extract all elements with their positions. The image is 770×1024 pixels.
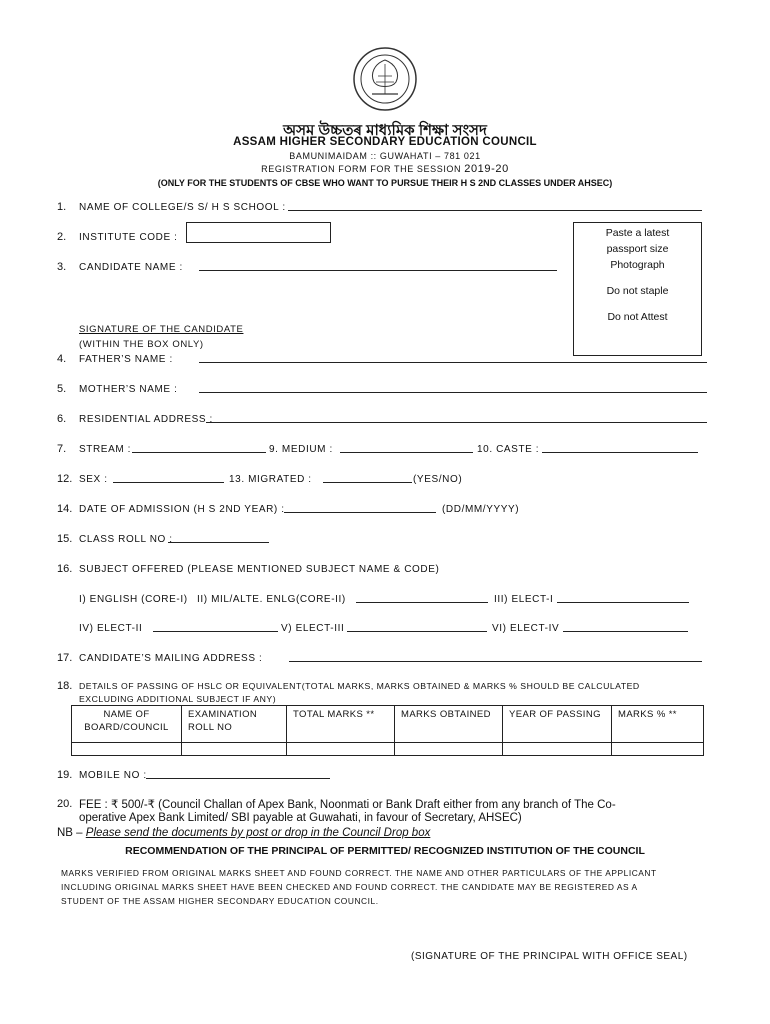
form-title bbox=[0, 163, 770, 175]
photo-box-line-3: Photograph bbox=[610, 259, 665, 271]
subject-elect-4-input[interactable] bbox=[563, 622, 688, 632]
field-14-number: 14. bbox=[57, 503, 73, 515]
council-name: ASSAM HIGHER SECONDARY EDUCATION COUNCIL bbox=[233, 136, 537, 148]
migrated-input[interactable] bbox=[323, 473, 412, 483]
principal-signature-label: (SIGNATURE OF THE PRINCIPAL WITH OFFICE SEAL) bbox=[411, 951, 688, 962]
nb-label: NB – bbox=[57, 827, 83, 839]
col-header-percent: MARKS % ** bbox=[612, 706, 704, 743]
subject-elect-3-label: V) ELECT-III bbox=[281, 623, 345, 634]
subject-mil-label: II) MIL/ALTE. ENLG(CORE-II) bbox=[197, 594, 346, 605]
cell-year[interactable] bbox=[503, 743, 612, 756]
candidate-name-label: CANDIDATE NAME : bbox=[79, 262, 183, 273]
fee-text-2: operative Apex Bank Limited/ SBI payable at Guwahati, in favour of Secretary, AHSEC) bbox=[79, 812, 522, 824]
caste-input[interactable] bbox=[542, 443, 698, 453]
subject-elect-2-input[interactable] bbox=[153, 622, 278, 632]
cell-total-marks[interactable] bbox=[287, 743, 395, 756]
subject-elect-3-input[interactable] bbox=[347, 622, 487, 632]
sex-label: SEX : bbox=[79, 474, 108, 485]
hslc-details-label-2: EXCLUDING ADDITIONAL SUBJECT IF ANY) bbox=[79, 694, 277, 704]
date-format-hint: (DD/MM/YYYY) bbox=[442, 504, 520, 515]
photo-box-line-5: Do not Attest bbox=[607, 311, 668, 323]
subject-elect-2-label: IV) ELECT-II bbox=[79, 623, 143, 634]
field-1-number: 1. bbox=[57, 201, 67, 213]
signature-note: (WITHIN THE BOX ONLY) bbox=[79, 339, 204, 350]
col-header-board bbox=[72, 706, 182, 743]
cell-percent[interactable] bbox=[612, 743, 704, 756]
college-label: NAME OF COLLEGE/S S/ H S SCHOOL : bbox=[79, 202, 286, 213]
cell-board[interactable] bbox=[72, 743, 182, 756]
field-5-number: 5. bbox=[57, 383, 67, 395]
nb-note bbox=[57, 827, 430, 839]
hslc-marks-table bbox=[71, 705, 704, 756]
recommendation-heading: RECOMMENDATION OF THE PRINCIPAL OF PERMITTED/ RECOGNIZED INSTITUTION OF THE COUNCIL bbox=[125, 845, 645, 857]
form-title-prefix: REGISTRATION FORM FOR THE SESSION bbox=[261, 164, 462, 174]
mother-name-input[interactable] bbox=[199, 383, 707, 393]
class-roll-label: CLASS ROLL NO : bbox=[79, 534, 173, 545]
subject-english-label: I) ENGLISH (CORE-I) bbox=[79, 594, 188, 605]
subject-elect-1-input[interactable] bbox=[557, 593, 689, 603]
field-2-number: 2. bbox=[57, 231, 67, 243]
nb-text: Please send the documents by post or drop in the Council Drop box bbox=[85, 827, 431, 839]
assamese-title: অসম উচ্চতৰ মাধ্যমিক শিক্ষা সংসদ bbox=[283, 122, 487, 139]
candidate-name-input[interactable] bbox=[199, 261, 557, 271]
subjects-label: SUBJECT OFFERED (PLEASE MENTIONED SUBJECT NAME & CODE) bbox=[79, 564, 440, 575]
council-seal-icon bbox=[352, 46, 418, 112]
verification-para-1: MARKS VERIFIED FROM ORIGINAL MARKS SHEET AND FOUND CORRECT. THE NAME AND OTHER PARTICULARS OF THE APPLICANT bbox=[61, 868, 657, 878]
medium-label: 9. MEDIUM : bbox=[269, 444, 333, 455]
sex-input[interactable] bbox=[113, 473, 224, 483]
field-19-number: 19. bbox=[57, 769, 73, 781]
mailing-address-input[interactable] bbox=[289, 652, 702, 662]
col-header-marks-obtained: MARKS OBTAINED bbox=[395, 706, 503, 743]
subject-mil-input[interactable] bbox=[356, 593, 488, 603]
institute-code-label: INSTITUTE CODE : bbox=[79, 232, 178, 243]
table-row bbox=[72, 743, 704, 756]
field-17-number: 17. bbox=[57, 652, 73, 664]
col-header-total-marks: TOTAL MARKS ** bbox=[287, 706, 395, 743]
col-header-board-line-2: BOARD/COUNCIL bbox=[84, 722, 169, 733]
photo-box-line-4: Do not staple bbox=[606, 285, 669, 297]
stream-label: STREAM : bbox=[79, 444, 132, 455]
residential-address-input[interactable] bbox=[206, 413, 707, 423]
field-4-number: 4. bbox=[57, 353, 67, 365]
class-roll-input[interactable] bbox=[168, 533, 269, 543]
field-15-number: 15. bbox=[57, 533, 73, 545]
father-name-input[interactable] bbox=[199, 353, 707, 363]
col-header-board-line-1: NAME OF bbox=[103, 709, 150, 720]
table-header-row bbox=[72, 706, 704, 743]
college-input[interactable] bbox=[288, 201, 702, 211]
migrated-label: 13. MIGRATED : bbox=[229, 474, 312, 485]
migrated-options: (YES/NO) bbox=[413, 474, 463, 485]
cell-roll[interactable] bbox=[182, 743, 287, 756]
admission-date-input[interactable] bbox=[284, 503, 436, 513]
father-name-label: FATHER’S NAME : bbox=[79, 354, 173, 365]
field-18-number: 18. bbox=[57, 680, 73, 692]
caste-label: 10. CASTE : bbox=[477, 444, 540, 455]
col-header-year: YEAR OF PASSING bbox=[503, 706, 612, 743]
signature-label: SIGNATURE OF THE CANDIDATE bbox=[79, 324, 244, 335]
field-16-number: 16. bbox=[57, 563, 73, 575]
verification-para-3: STUDENT OF THE ASSAM HIGHER SECONDARY EDUCATION COUNCIL. bbox=[61, 896, 379, 906]
field-3-number: 3. bbox=[57, 261, 67, 273]
mother-name-label: MOTHER’S NAME : bbox=[79, 384, 178, 395]
subject-elect-1-label: III) ELECT-I bbox=[494, 594, 554, 605]
photo-box-line-2: passport size bbox=[606, 243, 669, 255]
col-header-roll bbox=[182, 706, 287, 743]
session-year: 2019-20 bbox=[464, 163, 509, 175]
col-header-roll-line-2: ROLL NO bbox=[188, 722, 233, 733]
medium-input[interactable] bbox=[340, 443, 473, 453]
verification-para-2: INCLUDING ORIGINAL MARKS SHEET HAVE BEEN CHECKED AND FOUND CORRECT. THE CANDIDATE MAY BE REGISTERED AS A bbox=[61, 882, 638, 892]
field-12-number: 12. bbox=[57, 473, 73, 485]
mailing-address-label: CANDIDATE’S MAILING ADDRESS : bbox=[79, 653, 263, 664]
form-subtitle: (ONLY FOR THE STUDENTS OF CBSE WHO WANT TO PURSUE THEIR H S 2ND CLASSES UNDER AHSEC) bbox=[157, 178, 613, 188]
cell-marks-obtained[interactable] bbox=[395, 743, 503, 756]
mobile-label: MOBILE NO : bbox=[79, 770, 147, 781]
field-20-number: 20. bbox=[57, 798, 73, 810]
hslc-details-label: DETAILS OF PASSING OF HSLC OR EQUIVALENT(TOTAL MARKS, MARKS OBTAINED & MARKS % SHOULD BE CALCULATED bbox=[79, 681, 640, 691]
photo-box-line-1: Paste a latest bbox=[605, 227, 670, 239]
admission-date-label: DATE OF ADMISSION (H S 2ND YEAR) : bbox=[79, 504, 285, 515]
fee-text: FEE : ₹ 500/-₹ (Council Challan of Apex Bank, Noonmati or Bank Draft either from any branch of The Co- bbox=[79, 799, 616, 811]
residential-address-label: RESIDENTIAL ADDRESS : bbox=[79, 414, 213, 425]
col-header-roll-line-1: EXAMINATION bbox=[188, 709, 258, 720]
field-7-number: 7. bbox=[57, 443, 67, 455]
mobile-input[interactable] bbox=[146, 769, 330, 779]
institute-code-input[interactable] bbox=[186, 222, 331, 243]
council-address: BAMUNIMAIDAM :: GUWAHATI – 781 021 bbox=[289, 151, 481, 161]
photo-box bbox=[573, 222, 702, 356]
field-6-number: 6. bbox=[57, 413, 67, 425]
stream-input[interactable] bbox=[132, 443, 266, 453]
subject-elect-4-label: VI) ELECT-IV bbox=[492, 623, 560, 634]
